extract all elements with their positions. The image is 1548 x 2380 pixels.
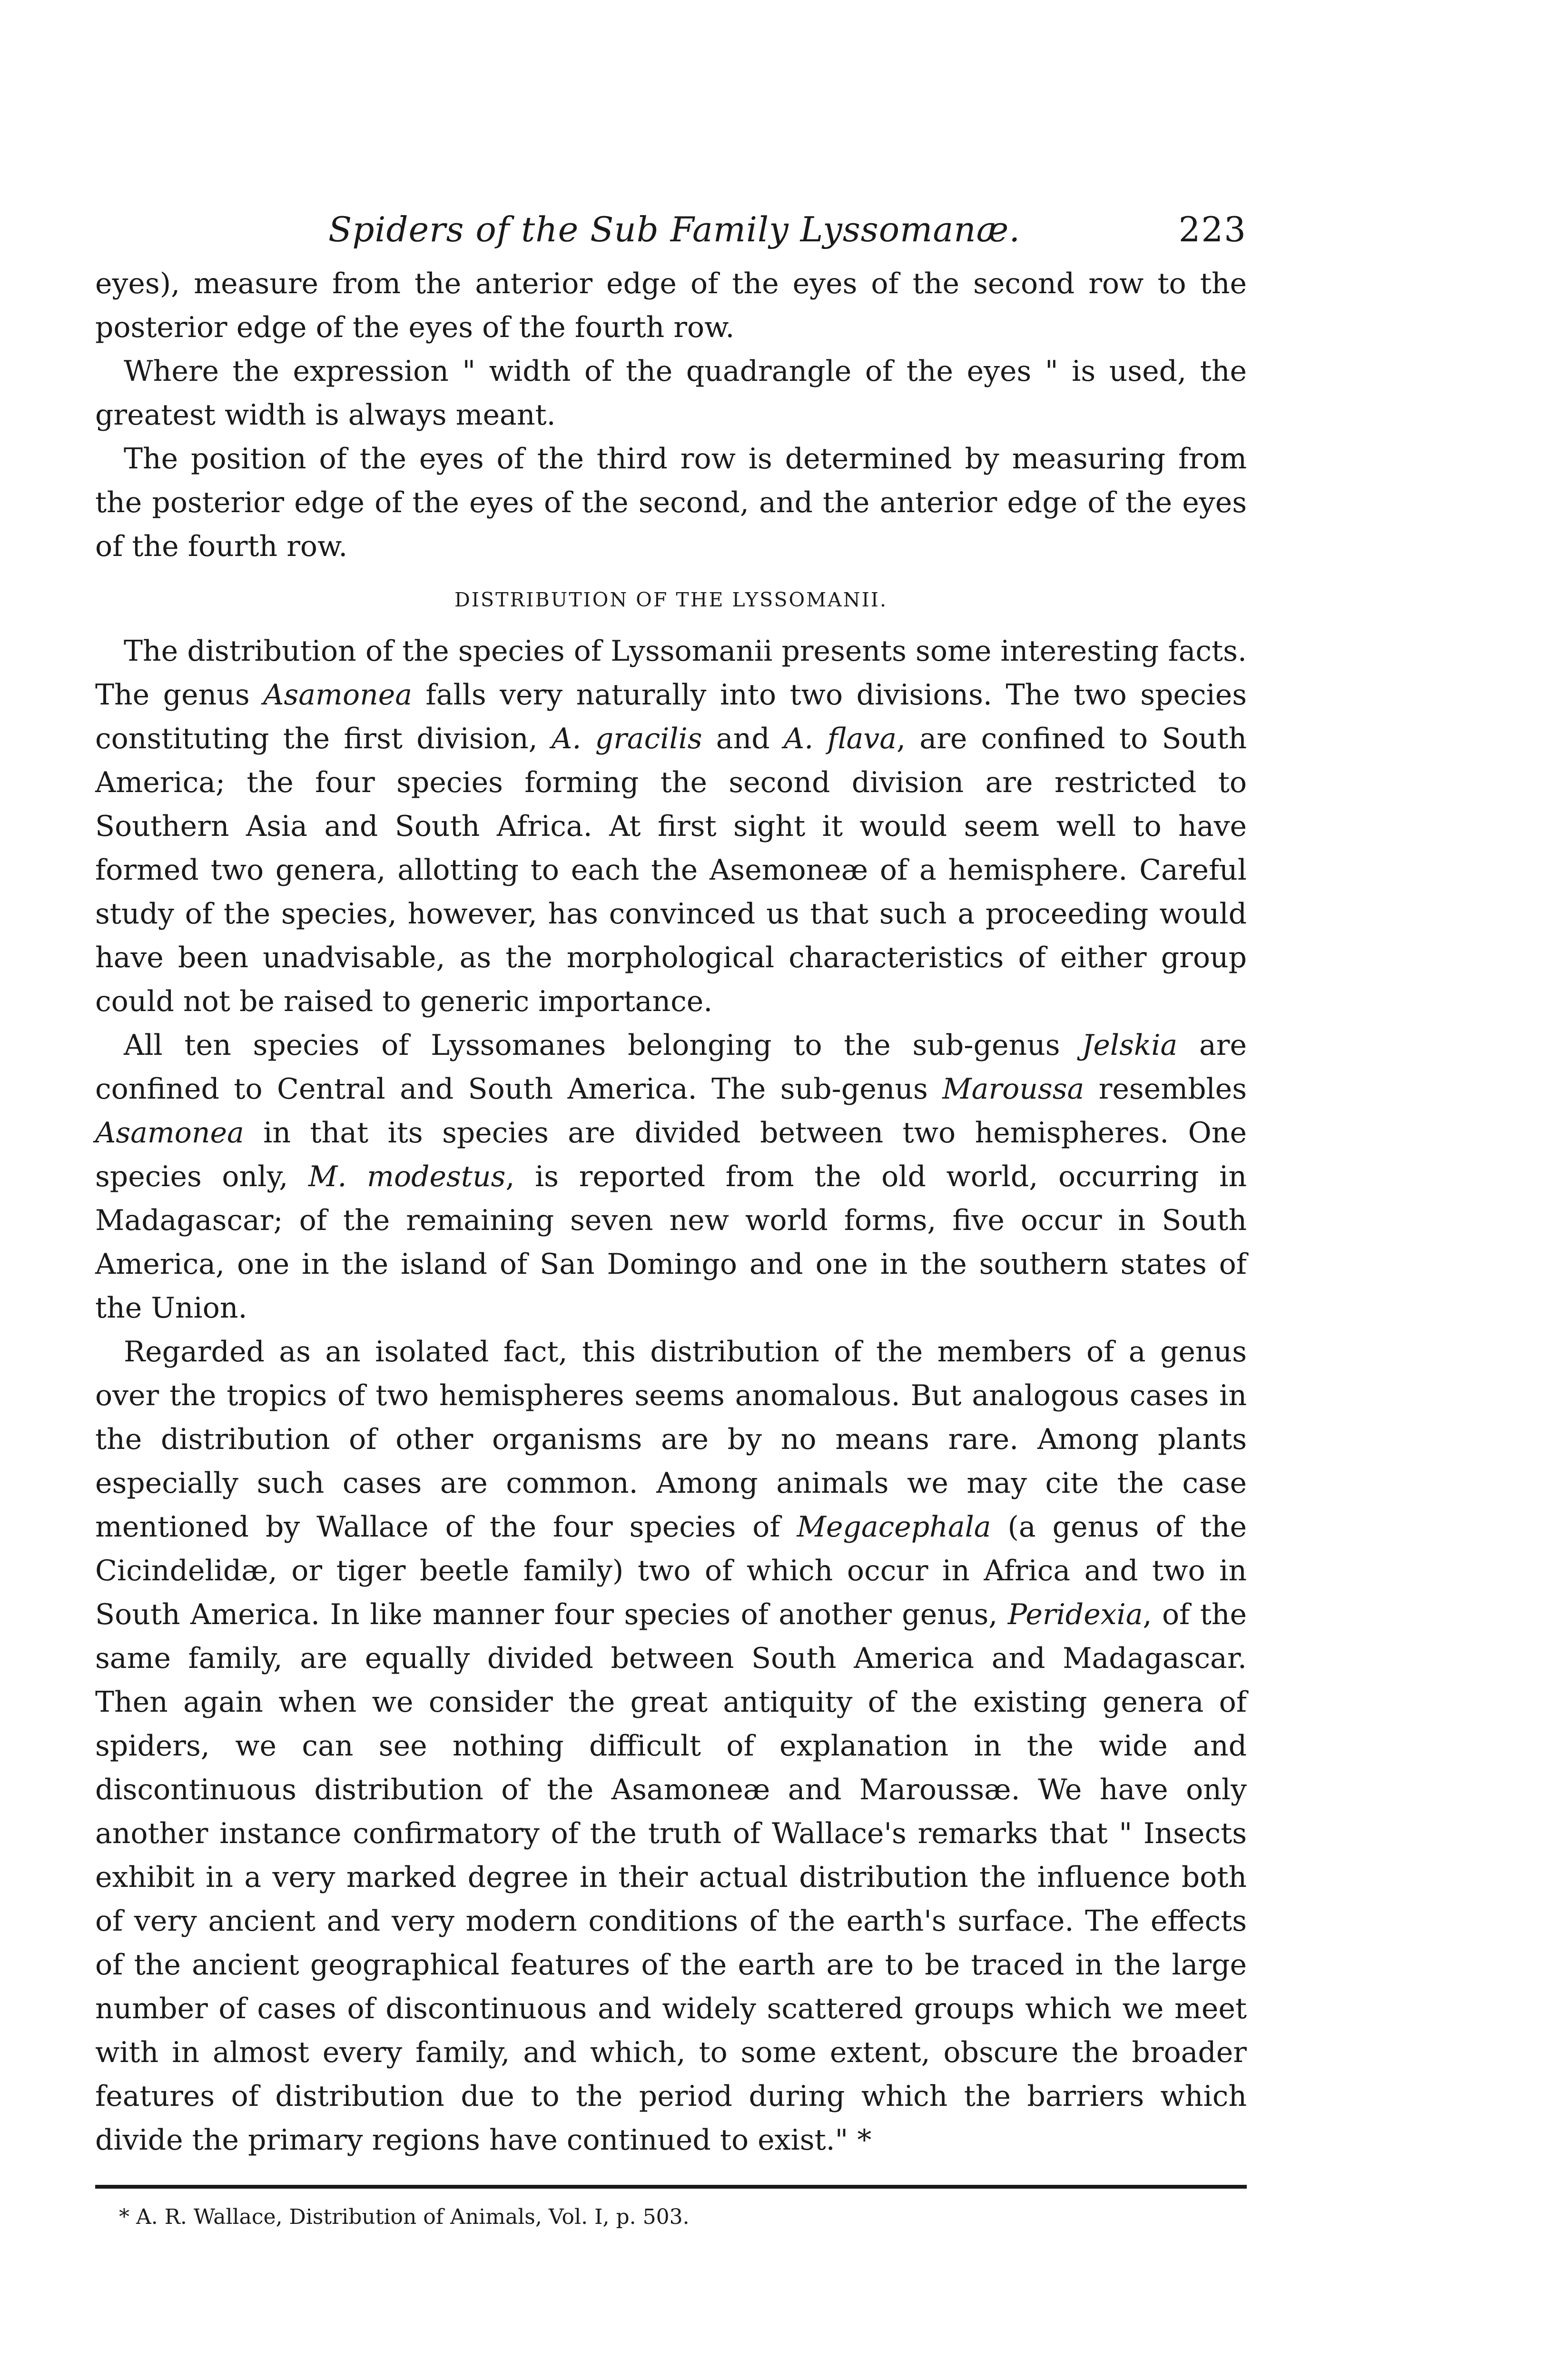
paragraph-eyes-measure: eyes), measure from the anterior edge of the eyes of the second row to the posterior edge of the eyes of the fourth row. bbox=[95, 267, 1247, 344]
species-name: A. flava bbox=[783, 722, 897, 755]
footnote: * A. R. Wallace, Distribution of Animals, Vol. I, p. 503. bbox=[119, 2205, 690, 2229]
genus-name: Asamonea bbox=[263, 678, 412, 712]
text-run: All ten species of Lyssomanes belonging to the sub-genus bbox=[124, 1029, 1082, 1062]
text-run: Regarded as an isolated fact, this distribution of the members of a genus over the tropics of two hemispheres seems anomalous. But analogous cases in the distribution of other organisms are by no means rare. Among plants especially such cases are common. Among animals we may cite the case mentioned by Wallace of the four species of bbox=[95, 1335, 1247, 1544]
footnote-rule bbox=[95, 2185, 1247, 2189]
paragraph-third-row-position: The position of the eyes of the third row is determined by measuring from the posterior edge of the eyes of the second, and the anterior edge of the eyes of the fourth row. bbox=[95, 442, 1247, 563]
paragraph-quadrangle-width: Where the expression " width of the quadrangle of the eyes " is used, the greatest width is always meant. bbox=[95, 355, 1247, 432]
genus-name: Asamonea bbox=[95, 1116, 244, 1150]
text-run: , of the same family, are equally divided between South America and Madagascar. Then again when we consider the great antiquity of the existing genera of spiders, we can see nothing difficult of explanation in the wide and discontinuous distribution of the Asamoneæ and Maroussæ. We have only another instance confirmatory of the truth of Wallace's remarks that " Insects exhibit in a very marked degree in their actual distribution the influence both of very ancient and very modern conditions of the earth's surface. The effects of the ancient geographical features of the earth are to be traced in the large number of cases of discontinuous and widely scattered groups which we meet with in almost every family, and which, to some extent, obscure the broader features of distribution due to the period during which the barriers which divide the primary regions have continued to exist." * bbox=[95, 1598, 1247, 2157]
text-run: , are confined to South America; the four species forming the second division are restricted to Southern Asia and South Africa. At first sight it would seem well to have formed two genera, allotting to each the Asemoneæ of a hemisphere. Careful study of the species, however, has convinced us that such a proceeding would have been unadvisable, as the morphological characteristics of either group could not be raised to generic importance. bbox=[95, 722, 1247, 1018]
species-name: A. gracilis bbox=[552, 722, 702, 755]
text-run: in that its species are divided between two hemispheres. One species only, bbox=[95, 1116, 1247, 1193]
text-run: falls very naturally into two divisions. The two species constituting the first division, bbox=[95, 678, 1247, 755]
text-run: (a genus of the Cicindelidæ, or tiger beetle family) two of which occur in Africa and two in South America. In like manner four species of another genus, bbox=[95, 1510, 1247, 1631]
running-title: Spiders of the Sub Family Lyssomanæ. bbox=[328, 209, 1021, 249]
text-run: The distribution of the species of Lyssomanii presents some interesting facts. The genus bbox=[95, 635, 1247, 712]
species-name: M. modestus bbox=[308, 1160, 506, 1193]
paragraph-isolated-fact bbox=[95, 1330, 1247, 2162]
genus-name: Maroussa bbox=[942, 1072, 1085, 1106]
page-number: 223 bbox=[1178, 209, 1247, 249]
genus-name: Peridexia bbox=[1007, 1598, 1143, 1631]
text-run: , is reported from the old world, occurring in Madagascar; of the remaining seven new world forms, five occur in South America, one in the island of San Domingo and one in the southern states of the Union. bbox=[95, 1160, 1247, 1325]
genus-name: Megacephala bbox=[797, 1510, 991, 1544]
section-heading: DISTRIBUTION OF THE LYSSOMANII. bbox=[454, 588, 888, 611]
text-run: and bbox=[702, 722, 784, 755]
text-run: resembles bbox=[1084, 1072, 1247, 1106]
genus-name: Jelskia bbox=[1082, 1029, 1178, 1062]
book-page bbox=[95, 209, 1247, 2231]
paragraph-lyssomanes-subgenera bbox=[95, 1023, 1247, 1330]
paragraph-distribution-asamonea bbox=[95, 629, 1247, 1023]
running-head bbox=[95, 209, 1247, 262]
text-run: are confined to Central and South America. The sub-genus bbox=[95, 1029, 1247, 1106]
